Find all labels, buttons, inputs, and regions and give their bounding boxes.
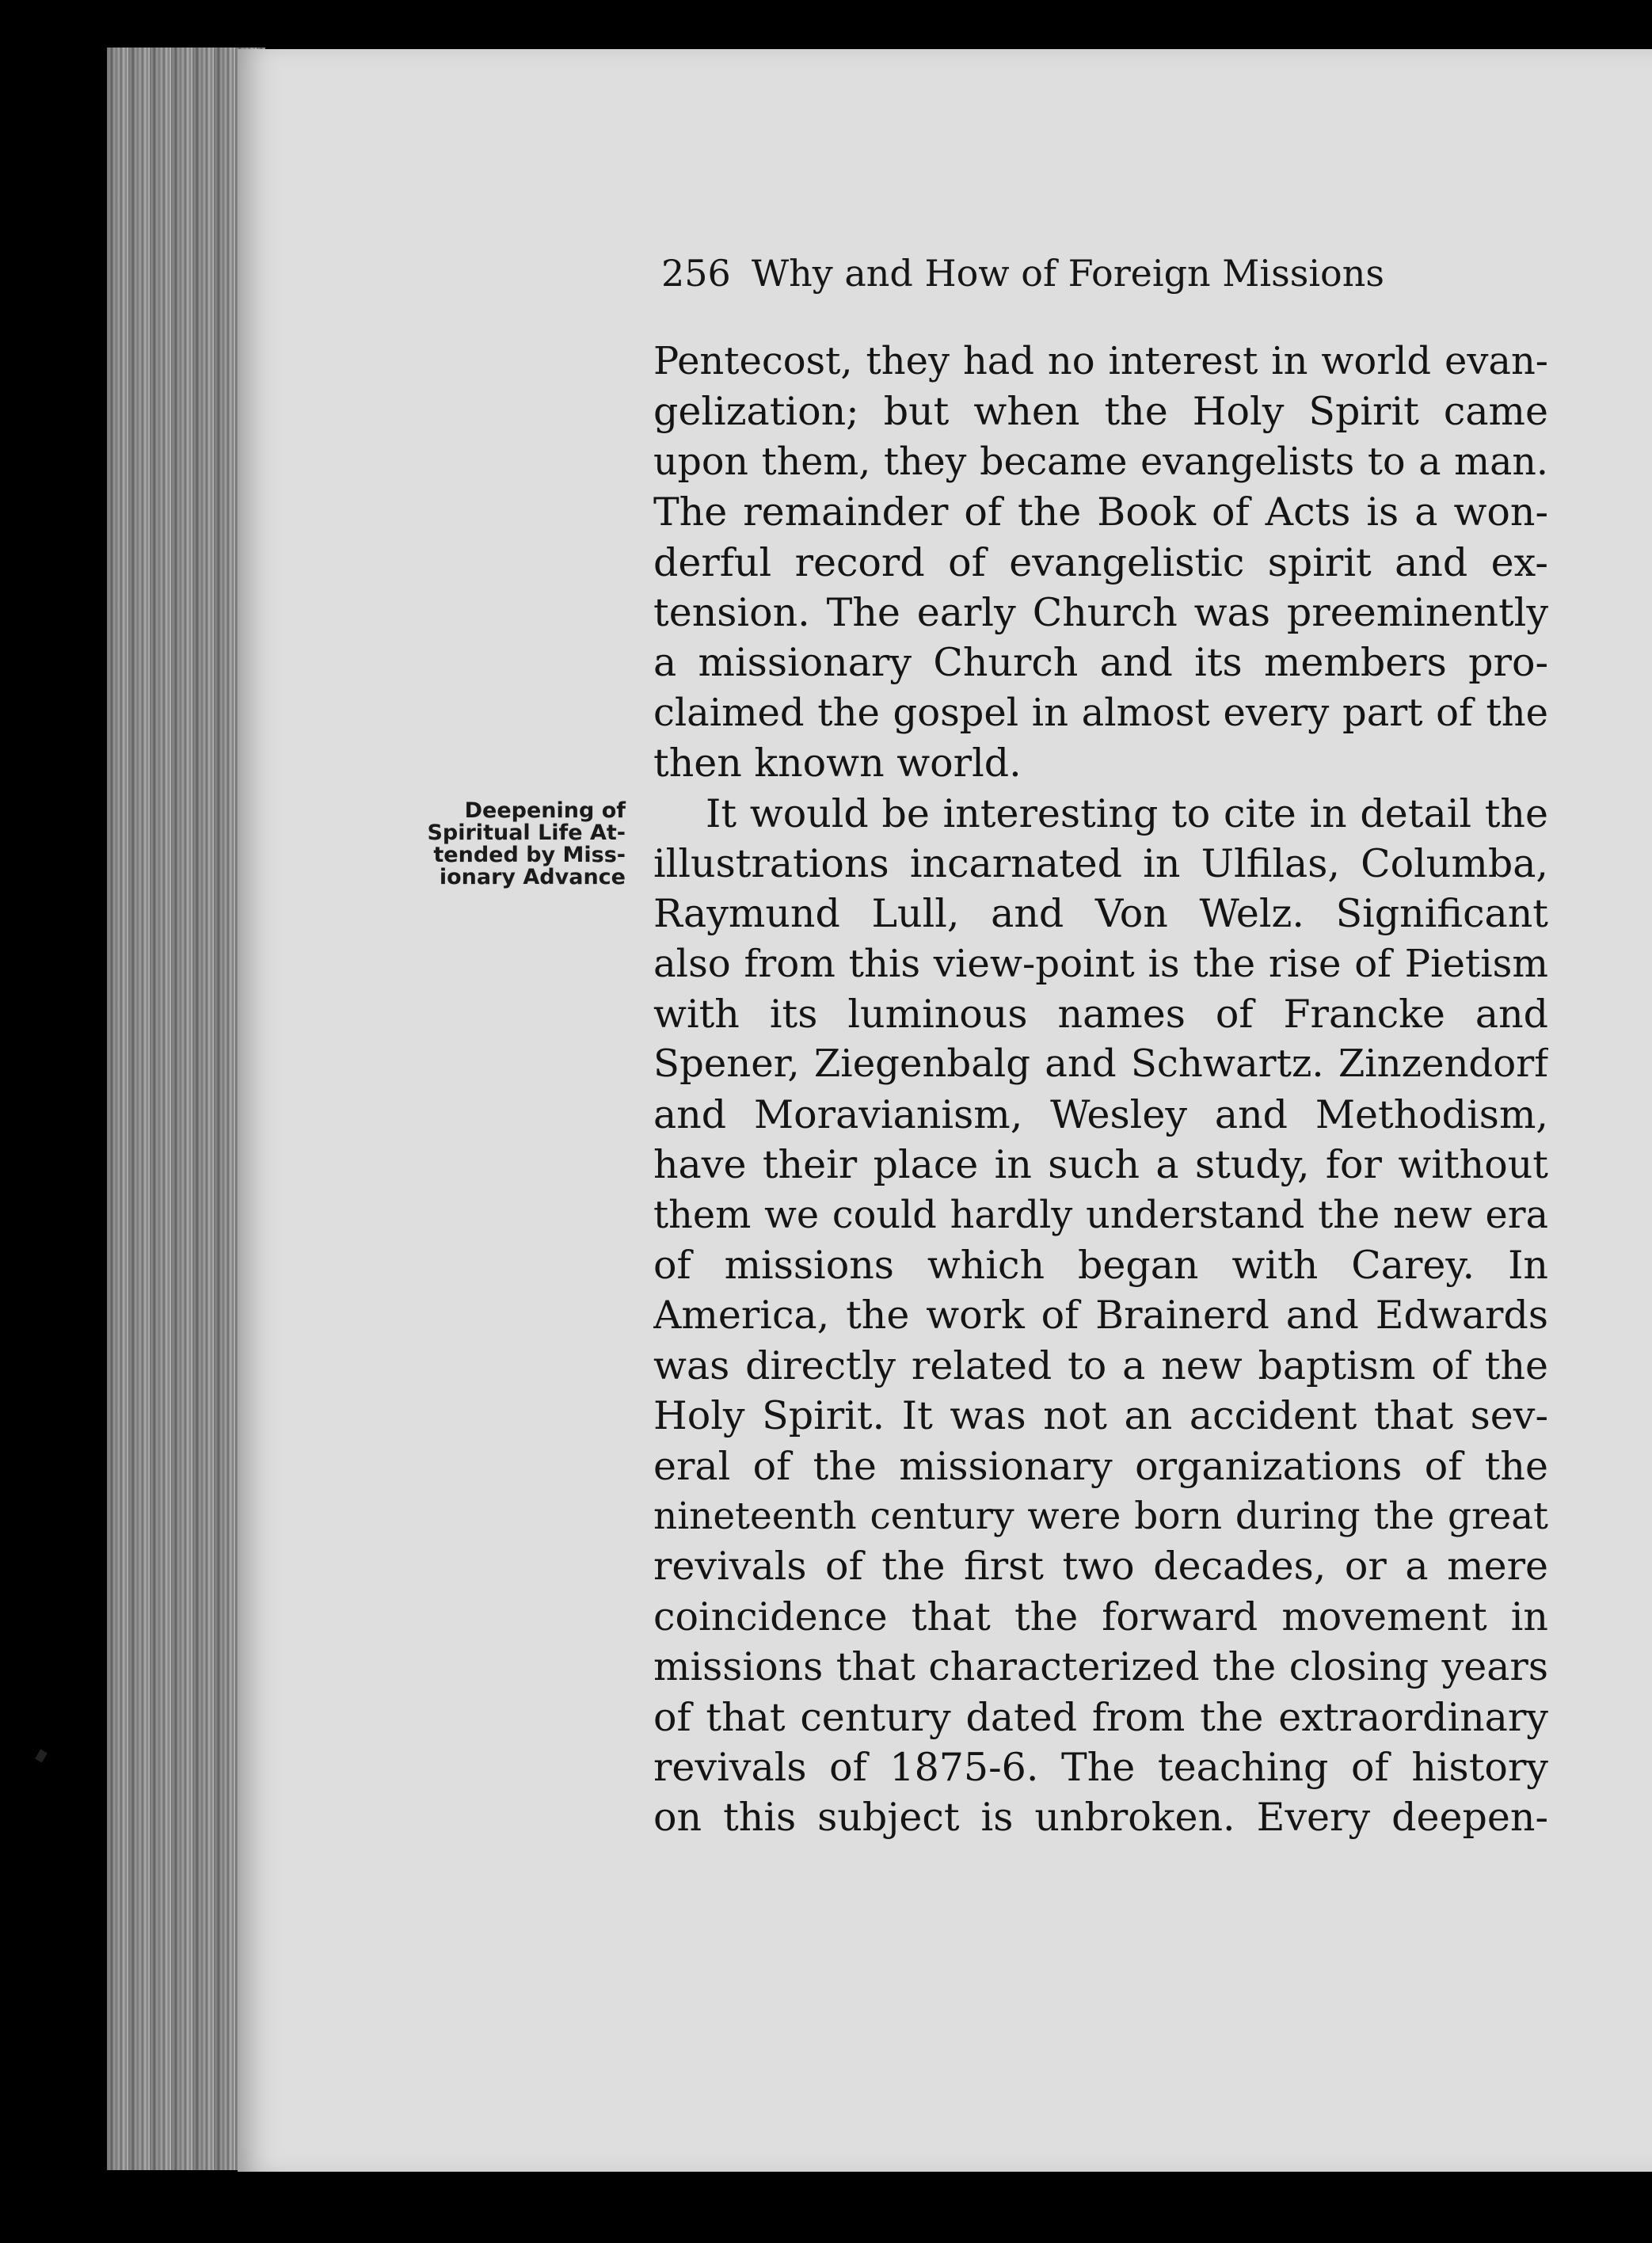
text-line: tension. The early Church was preeminently [653,589,1548,635]
marginal-note-line: ionary Advance [439,865,626,889]
text-line: Pentecost, they had no interest in world evan- [653,340,1548,383]
text-line: It would be interesting to cite in detail the [706,790,1548,836]
text-line: America, the work of Brainerd and Edwards [653,1293,1548,1339]
text-line: illustrations incarnated in Ulfilas, Columba, [653,840,1548,886]
running-header [661,252,1461,295]
text-line: and Moravianism, Wesley and Methodism, [653,1091,1548,1137]
marginal-note [360,800,626,889]
text-line: gelization; but when the Holy Spirit came [653,389,1548,435]
text-line: have their place in such a study, for without [653,1142,1548,1188]
marginal-note-line: Spiritual Life At- [427,821,626,845]
text-line: a missionary Church and its members pro- [653,640,1548,686]
text-line: coincidence that the forward movement in [653,1594,1548,1639]
text-line: missions that characterized the closing years [653,1644,1548,1690]
text-line: on this subject is unbroken. Every deepen- [653,1795,1548,1841]
text-line: them we could hardly understand the new era [653,1193,1548,1237]
scan-speck [35,1749,48,1762]
running-title: Why and How of Foreign Missions [751,252,1384,295]
text-line: of missions which began with Carey. In [653,1243,1548,1289]
text-line: of that century dated from the extraordinary [653,1694,1548,1740]
text-line: Spener, Ziegenbalg and Schwartz. Zinzendorf [653,1042,1548,1087]
text-line: revivals of the first two decades, or a mere [653,1544,1548,1590]
text-line: with its luminous names of Francke and [653,992,1548,1038]
marginal-note-line: Deepening of [464,798,626,823]
page-number: 256 [661,252,731,295]
text-line: nineteenth century were born during the great [653,1494,1548,1538]
text-line: Holy Spirit. It was not an accident that sev- [653,1393,1548,1439]
text-line: eral of the missionary organizations of the [653,1443,1548,1489]
body-text [653,337,1548,1843]
text-line: was directly related to a new baptism of the [653,1342,1548,1388]
text-line: then known world. [653,741,1022,786]
text-line: also from this view-point is the rise of Pietism [653,941,1548,986]
text-line: revivals of 1875-6. The teaching of history [653,1744,1548,1790]
text-line: The remainder of the Book of Acts is a won- [653,489,1548,535]
text-line: upon them, they became evangelists to a man. [653,440,1548,484]
marginal-note-line: tended by Miss- [433,843,626,867]
text-line: claimed the gospel in almost every part of the [653,690,1548,735]
text-line: derful record of evangelistic spirit and ex- [653,539,1548,585]
text-line: Raymund Lull, and Von Welz. Significant [653,891,1548,937]
